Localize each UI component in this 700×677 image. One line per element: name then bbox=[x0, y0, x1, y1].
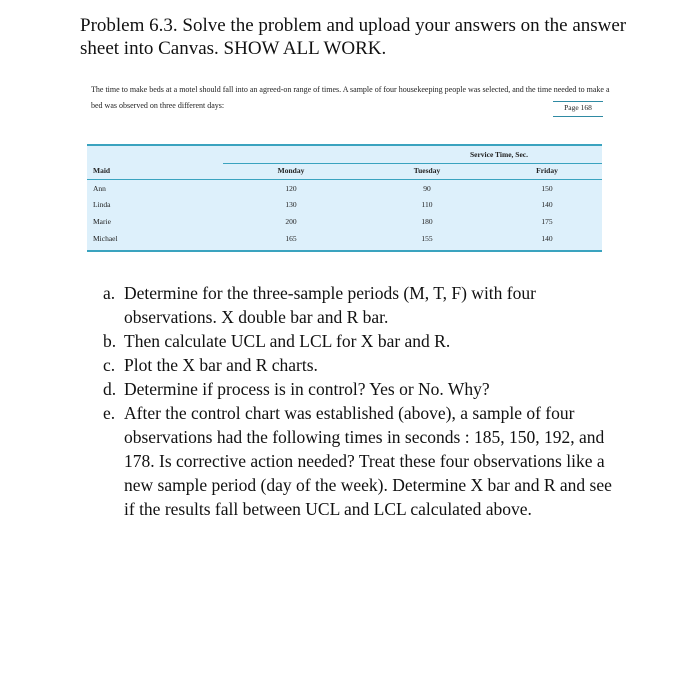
column-header-monday: Monday bbox=[277, 166, 305, 175]
question-item bbox=[103, 281, 623, 329]
table-cell-friday: 150 bbox=[541, 184, 553, 193]
question-letter: e. bbox=[103, 403, 116, 423]
question-letter: a. bbox=[103, 283, 116, 303]
column-header-rule bbox=[87, 179, 602, 180]
page-ref-bottom-rule bbox=[553, 116, 603, 117]
table-cell-monday: 200 bbox=[285, 217, 297, 226]
question-text: Then calculate UCL and LCL for X bar and R. bbox=[124, 331, 451, 351]
question-text: Plot the X bar and R charts. bbox=[124, 355, 318, 375]
problem-intro: The time to make beds at a motel should fall into an agreed-on range of times. A sample of four housekeeping people was selected, and the time needed to make a bed was observed on three different days: bbox=[91, 85, 610, 110]
table-cell-monday: 165 bbox=[285, 234, 297, 243]
question-letter: d. bbox=[103, 379, 117, 399]
question-text: After the control chart was established (above), a sample of four observations had the following times in seconds : 185, 150, 192, and 178. Is corrective action needed? Treat these four observations like a new sample period (day of the week). Determine X bar and R and see if the results fall between UCL and LCL calculated above. bbox=[124, 403, 612, 519]
column-header-maid: Maid bbox=[93, 166, 111, 175]
question-list bbox=[103, 281, 623, 521]
table-group-header: Service Time, Sec. bbox=[469, 150, 529, 159]
page-reference: Page 168 bbox=[564, 103, 592, 112]
column-header-tuesday: Tuesday bbox=[413, 166, 441, 175]
group-header-rule bbox=[223, 163, 602, 164]
table-cell-friday: 140 bbox=[541, 200, 553, 209]
table-cell-tuesday: 110 bbox=[421, 200, 433, 209]
table-cell-tuesday: 90 bbox=[423, 184, 431, 193]
table-cell-tuesday: 155 bbox=[421, 234, 433, 243]
table-cell-friday: 175 bbox=[541, 217, 553, 226]
problem-title: Problem 6.3. Solve the problem and upload your answers on the answer sheet into Canvas. SHOW ALL WORK. bbox=[80, 15, 627, 59]
table-cell-maid: Linda bbox=[93, 200, 111, 209]
table-cell-maid: Marie bbox=[93, 217, 111, 226]
question-item bbox=[103, 401, 623, 521]
question-item bbox=[103, 377, 623, 401]
table-cell-monday: 130 bbox=[285, 200, 297, 209]
table-cell-maid: Michael bbox=[93, 234, 118, 243]
question-text: Determine for the three-sample periods (M, T, F) with four observations. X double bar and R bar. bbox=[124, 283, 536, 327]
question-letter: c. bbox=[103, 355, 116, 375]
table-cell-tuesday: 180 bbox=[421, 217, 433, 226]
table-cell-friday: 140 bbox=[541, 234, 553, 243]
question-text: Determine if process is in control? Yes or No. Why? bbox=[124, 379, 490, 399]
service-time-table bbox=[87, 144, 602, 252]
table-cell-maid: Ann bbox=[93, 184, 106, 193]
column-header-friday: Friday bbox=[536, 166, 558, 175]
question-item bbox=[103, 329, 623, 353]
table-cell-monday: 120 bbox=[285, 184, 297, 193]
question-item bbox=[103, 353, 623, 377]
question-letter: b. bbox=[103, 331, 117, 351]
